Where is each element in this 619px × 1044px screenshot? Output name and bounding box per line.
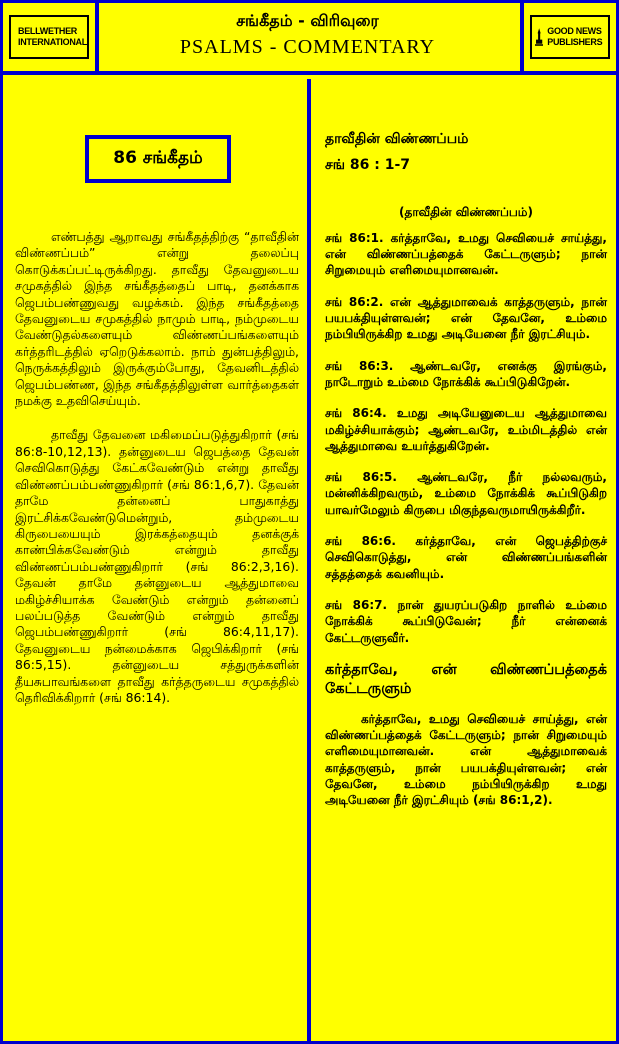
header [3, 3, 616, 75]
verse-2: சங் 86:2. என் ஆத்துமாவைக் காத்தருளும், நான் பயபக்தியுள்ளவன்; என் தேவனே, உம்மை நம்பியிருக்கிற உமது அடியேனை நீர் இரட்சியும். [325, 294, 607, 342]
intro-paragraph: எண்பத்து ஆறாவது சங்கீதத்திற்கு “தாவீதின் விண்ணப்பம்” என்று தலைப்பு கொடுக்கப்பட்டிருக்கிறது. தாவீது தேவனுடைய சமுகத்தில் இந்த சங்கீதத்தைப் பாடி, தனக்காக ஜெபம்பண்ணுவது வழக்கம். இந்த சங்கீதத்தை தேவனுடைய சமுகத்தில் நாமும் பாடி, நம்முடைய வேண்டுதல்களையும் விண்ணப்பங்களையும் கர்த்தரிடத்தில் ஏறெடுக்கலாம். நாம் துன்பத்திலும், நெருக்கத்திலும் இருக்கும்போது, தேவனிடத்தில் ஜெபம்பண்ண, இந்த சங்கீதத்திலுள்ள வார்த்தைகள் நமக்கு உதவிசெய்யும். [15, 229, 299, 409]
verse-6: சங் 86:6. கர்த்தாவே, என் ஜெபத்திற்குச் செவிகொடுத்து, என் விண்ணப்பங்களின் சத்தத்தைக் கவனியும். [325, 534, 607, 581]
summary-paragraph: தாவீது தேவனை மகிமைப்படுத்துகிறார் (சங் 86:8-10,12,13). தன்னுடைய ஜெபத்தை தேவன் செவிகொடுத்து கேட்கவேண்டும் என்று தாவீது விண்ணப்பம்பண்ணுகிறார் (சங் 86:1,6,7). தேவன் தாமே தன்னைப் பாதுகாத்து இரட்சிக்கவேண்டுமென்றும், தம்முடைய கிருபையையும் இரக்கத்தையும் தனக்குக் காண்பிக்கவேண்டும் என்றும் தாவீது விண்ணப்பம்பண்ணுகிறார் (சங் 86:2,3,16). தேவன் தாமே தன்னுடைய ஆத்துமாவை மகிழ்ச்சியாக்க வேண்டும் என்றும் தன்னைப் பலப்படுத்த வேண்டும் என்றும் தாவீது ஜெபம்பண்ணுகிறார் (சங் 86:4,11,17). தேவனுடைய நன்மைக்காக ஜெபிக்கிறார் (சங் 86:5,15). தன்னுடைய சத்துருக்களின் தீயசுபாவங்களை தாவீது கர்த்தருடைய சமுகத்தில் தெரிவிக்கிறார் (சங் 86:14). [15, 427, 299, 705]
verse-1: சங் 86:1. கர்த்தாவே, உமது செவியைச் சாய்த்து, என் விண்ணப்பத்தைக் கேட்டருளும்; நான் சிறுமையும் எளிமையுமானவன். [325, 230, 607, 278]
scripture-reference: சங் 86 : 1-7 [325, 157, 411, 174]
left-text [15, 229, 299, 724]
section-title: தாவீதின் விண்ணப்பம் [325, 131, 469, 147]
commentary-heading: கர்த்தாவே, என் விண்ணப்பத்தைக் கேட்டருளும் [325, 661, 607, 697]
title-english: PSALMS - COMMENTARY [179, 36, 436, 58]
commentary-paragraph: கர்த்தாவே, உமது செவியைச் சாய்த்து, என் விண்ணப்பத்தைக் கேட்டருளும்; நான் சிறுமையும் எளிமையுமானவன். என் ஆத்துமாவைக் காத்தருளும், நான் பயபக்தியுள்ளவன்; என் தேவனே, உம்மை நம்பியிருக்கிற உமது அடியேனை நீர் இரட்சியும் (சங் 86:1,2). [325, 711, 607, 808]
verse-7: சங் 86:7. நான் துயரப்படுகிற நாளில் உம்மை நோக்கிக் கூப்பிடுவேன்; நீர் என்னைக் கேட்டருளுவீர். [325, 597, 607, 645]
bellwether-logo [9, 15, 89, 59]
verse-5: சங் 86:5. ஆண்டவரே, நீர் நல்லவரும், மன்னிக்கிறவரும், உம்மை நோக்கிக் கூப்பிடுகிற யாவர்மேலும் கிருபை மிகுந்தவருமாயிருக்கிறீர். [325, 470, 607, 517]
verse-4: சங் 86:4. உமது அடியேனுடைய ஆத்துமாவை மகிழ்ச்சியாக்கும்; ஆண்டவரே, உம்மிடத்தில் என் ஆத்துமாவை உயர்த்துகிறேன். [325, 406, 607, 453]
verse-3: சங் 86:3. ஆண்டவரே, எனக்கு இரங்கும், நாடோறும் உம்மை நோக்கிக் கூப்பிடுகிறேன். [325, 358, 607, 389]
good-news-logo [530, 15, 610, 59]
title-block [99, 3, 516, 71]
left-column [3, 79, 311, 1041]
verse-subtitle: (தாவீதின் விண்ணப்பம்) [399, 204, 533, 219]
right-logo-box [520, 3, 616, 71]
right-column [311, 79, 616, 1041]
right-text [325, 131, 607, 809]
good-news-logo-icon [535, 20, 543, 54]
left-logo-box [3, 3, 99, 71]
right-logo-text: GOOD NEWS PUBLISHERS [547, 26, 603, 47]
chapter-title: 86 சங்கீதம் [85, 135, 231, 183]
title-tamil: சங்கீதம் - விரிவுரை [236, 11, 379, 30]
left-logo-text: BELLWETHER INTERNATIONAL [18, 26, 87, 47]
